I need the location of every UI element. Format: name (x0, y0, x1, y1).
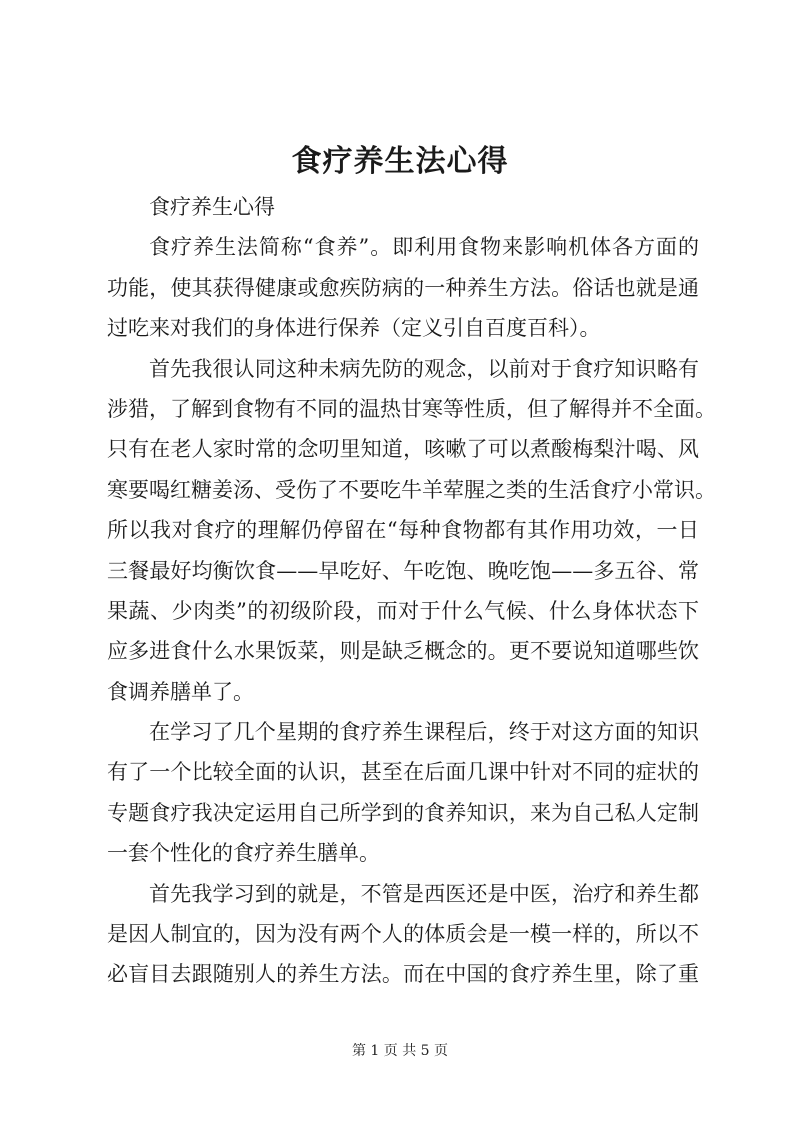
body-text-line: 食调养膳单了。 (107, 679, 254, 704)
body-text-line: 在学习了几个星期的食疗养生课程后，终于对这方面的知识 (149, 720, 699, 745)
body-text-line: 必盲目去跟随别人的养生方法。而在中国的食疗养生里，除了重 (107, 962, 699, 987)
document-body (107, 187, 716, 995)
body-text-line: 寒要喝红糖姜汤、受伤了不要吃牛羊荤腥之类的生活食疗小常识。 (107, 477, 716, 502)
body-text-line: 功能，使其获得健康或愈疾防病的一种养生方法。俗话也就是通 (107, 275, 699, 300)
body-text-line: 食疗养生心得 (149, 195, 275, 219)
body-text-line: 专题食疗我决定运用自己所学到的食养知识，来为自己私人定制 (107, 800, 699, 825)
body-text-line: 所以我对食疗的理解仍停留在“每种食物都有其作用功效，一日 (107, 518, 699, 543)
body-text-line: 只有在老人家时常的念叨里知道，咳嗽了可以煮酸梅梨汁喝、风 (107, 437, 699, 462)
body-text-line: 一套个性化的食疗养生膳单。 (107, 841, 380, 866)
body-text-line: 首先我学习到的就是，不管是西医还是中医，治疗和养生都 (149, 881, 699, 906)
body-text-line: 果蔬、少肉类”的初级阶段，而对于什么气候、什么身体状态下 (107, 598, 699, 623)
body-text-line: 首先我很认同这种未病先防的观念，以前对于食疗知识略有 (149, 356, 699, 381)
body-text-line: 应多进食什么水果饭菜，则是缺乏概念的。更不要说知道哪些饮 (107, 639, 699, 664)
body-text-line: 过吃来对我们的身体进行保养（定义引自百度百科）。 (107, 316, 601, 341)
body-text-line: 有了一个比较全面的认识，甚至在后面几课中针对不同的症状的 (107, 760, 699, 785)
body-text-line: 三餐最好均衡饮食——早吃好、午吃饱、晚吃饱——多五谷、常 (107, 558, 699, 583)
document-title: 食疗养生法心得 (291, 144, 509, 179)
body-text-line: 涉猎，了解到食物有不同的温热甘寒等性质，但了解得并不全面。 (107, 396, 716, 421)
body-text-line: 是因人制宜的，因为没有两个人的体质会是一模一样的，所以不 (107, 922, 699, 947)
body-text-line: 食疗养生法简称“食养”。即利用食物来影响机体各方面的 (149, 235, 699, 260)
page-footer: 第 1 页 共 5 页 (351, 1043, 449, 1059)
